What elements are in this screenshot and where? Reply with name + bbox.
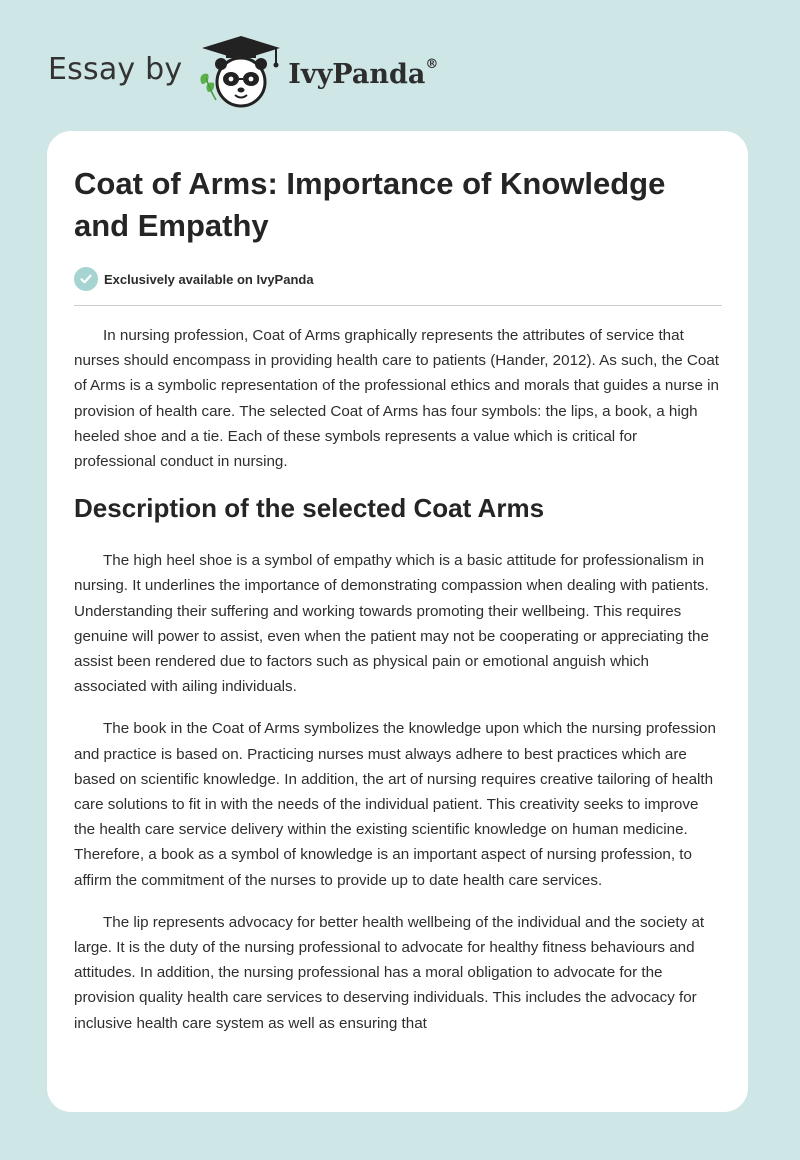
section-heading: Description of the selected Coat Arms (74, 493, 545, 524)
body-paragraph: The high heel shoe is a symbol of empathy which is a basic attitude for professionalism in nursing. It underlines the importance of demonstrating compassion when dealing with patients. Understanding their suffering and working towards promoting their wellbeing. This requires genuine will power to assist, even when the patient may not be cooperating or appreciating the assist been rendered due to factors such as physical pain or emotional anguish which associated with ailing individuals. (74, 552, 709, 696)
exclusive-badge (74, 265, 722, 293)
intro-paragraph: In nursing profession, Coat of Arms graphically represents the attributes of service that nurses should encompass in providing health care to patients (Hander, 2012). As such, the Coat of Arms is a symbolic representation of the professional ethics and morals that guides a nurse in provision of health care. The selected Coat of Arms has four symbols: the lips, a book, a high heeled shoe and a tie. Each of these symbols represents a value which is critical for professional conduct in nursing. (74, 327, 720, 471)
exclusive-label: Exclusively available on IvyPanda (104, 271, 314, 287)
brand-name: IvyPanda® (288, 56, 439, 90)
body-paragraph: The book in the Coat of Arms symbolizes the knowledge upon which the nursing profession and practice is based on. Practicing nurses must always adhere to best practices which are based on scientific knowledge. In addition, the art of nursing requires creative tailoring of health care solutions to fit in with the needs of the individual patient. This creativity seeks to improve the health care service delivery within the existing scientific knowledge on human medicine. Therefore, a book as a symbol of knowledge is an important aspect of nursing profession, to affirm the commitment of the nurses to provide up to date health care services. (74, 720, 716, 889)
divider (74, 305, 722, 306)
checkmark-circle-icon (74, 267, 98, 291)
page-title: Coat of Arms: Importance of Knowledge and Empathy (74, 166, 666, 243)
brand-prefix: Essay by (48, 51, 183, 87)
essay-card (47, 131, 748, 1112)
registered-mark: ® (425, 56, 439, 72)
essay-by-ivypanda-logo[interactable] (48, 34, 438, 110)
body-paragraph: The lip represents advocacy for better health wellbeing of the individual and the society at large. It is the duty of the nursing professional to advocate for healthy fitness behaviours and attitudes. In addition, the nursing professional has a moral obligation to advocate for the provision quality health care services to deserving individuals. This includes the advocacy for inclusive health care system as well as ensuring that (74, 913, 705, 1032)
panda-graduate-logo-icon (196, 34, 286, 110)
